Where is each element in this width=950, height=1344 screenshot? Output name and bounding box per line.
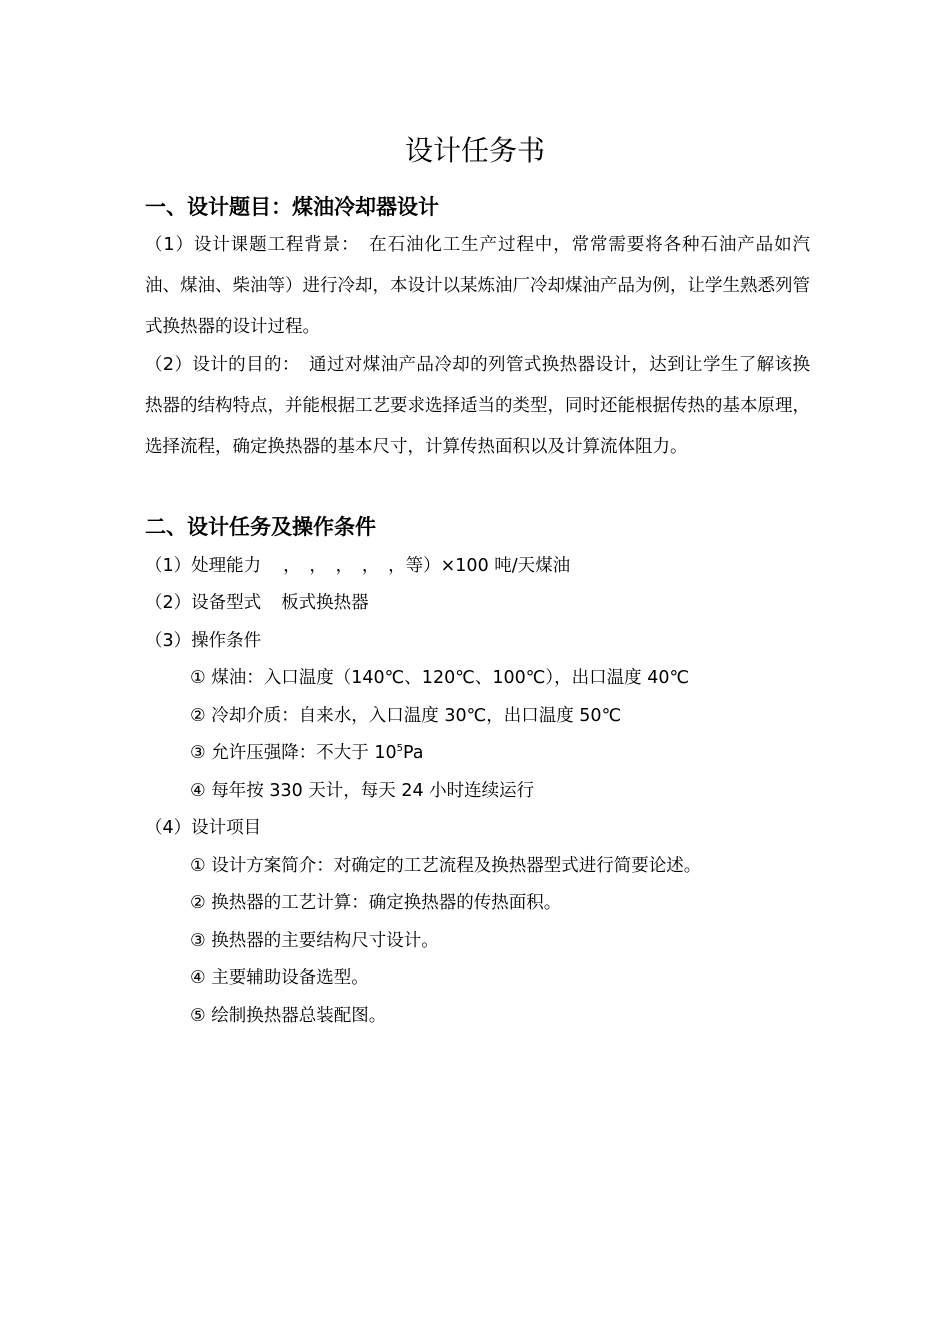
section1-heading: 一、设计题目：煤油冷却器设计 xyxy=(145,195,439,219)
operating-conditions-label: （3）操作条件 xyxy=(145,631,262,651)
design-items-label: （4）设计项目 xyxy=(145,818,262,838)
condition-pressure-drop xyxy=(190,740,423,766)
condition-coolant: ② 冷却介质：自来水，入口温度 30℃，出口温度 50℃ xyxy=(190,706,622,726)
design-item-auxiliary: ④ 主要辅助设备选型。 xyxy=(190,968,369,988)
purpose-paragraph: （2）设计的目的： 通过对煤油产品冷却的列管式换热器设计，达到让学生了解该换热器的结构特点，并能根据工艺要求选择适当的类型，同时还能根据传热的基本原理，选择流程，确定换热器的基本尺寸，计算传热面积以及计算流体阻力。 xyxy=(145,355,810,457)
pressure-drop-text: ③ 允许压强降：不大于 10 xyxy=(190,743,397,763)
background-paragraph: （1）设计课题工程背景： 在石油化工生产过程中，常常需要将各种石油产品如汽油、煤油、柴油等）进行冷却，本设计以某炼油厂冷却煤油产品为例，让学生熟悉列管式换热器的设计过程。 xyxy=(145,235,810,337)
equipment-type-value: 板式换热器 xyxy=(281,593,369,613)
capacity-value: ， ， ， ， ，等）×100 吨/天煤油 xyxy=(283,556,571,576)
equipment-type-label: （2）设备型式 xyxy=(145,593,262,613)
condition-kerosene: ① 煤油：入口温度（140℃、120℃、100℃），出口温度 40℃ xyxy=(190,668,690,688)
design-item-calculation: ② 换热器的工艺计算：确定换热器的传热面积。 xyxy=(190,893,562,913)
document-title: 设计任务书 xyxy=(404,134,545,167)
condition-operation-time: ④ 每年按 330 天计，每天 24 小时连续运行 xyxy=(190,781,535,801)
capacity-line xyxy=(145,553,570,579)
pressure-exponent: 5 xyxy=(396,743,403,754)
design-item-scheme: ① 设计方案简介：对确定的工艺流程及换热器型式进行简要论述。 xyxy=(190,856,702,876)
pressure-unit: Pa xyxy=(402,743,424,763)
capacity-label: （1）处理能力 xyxy=(145,556,262,576)
design-item-structure: ③ 换热器的主要结构尺寸设计。 xyxy=(190,931,439,951)
equipment-type-line xyxy=(145,590,369,616)
section2-heading: 二、设计任务及操作条件 xyxy=(145,515,376,539)
design-item-drawing: ⑤ 绘制换热器总装配图。 xyxy=(190,1006,387,1026)
